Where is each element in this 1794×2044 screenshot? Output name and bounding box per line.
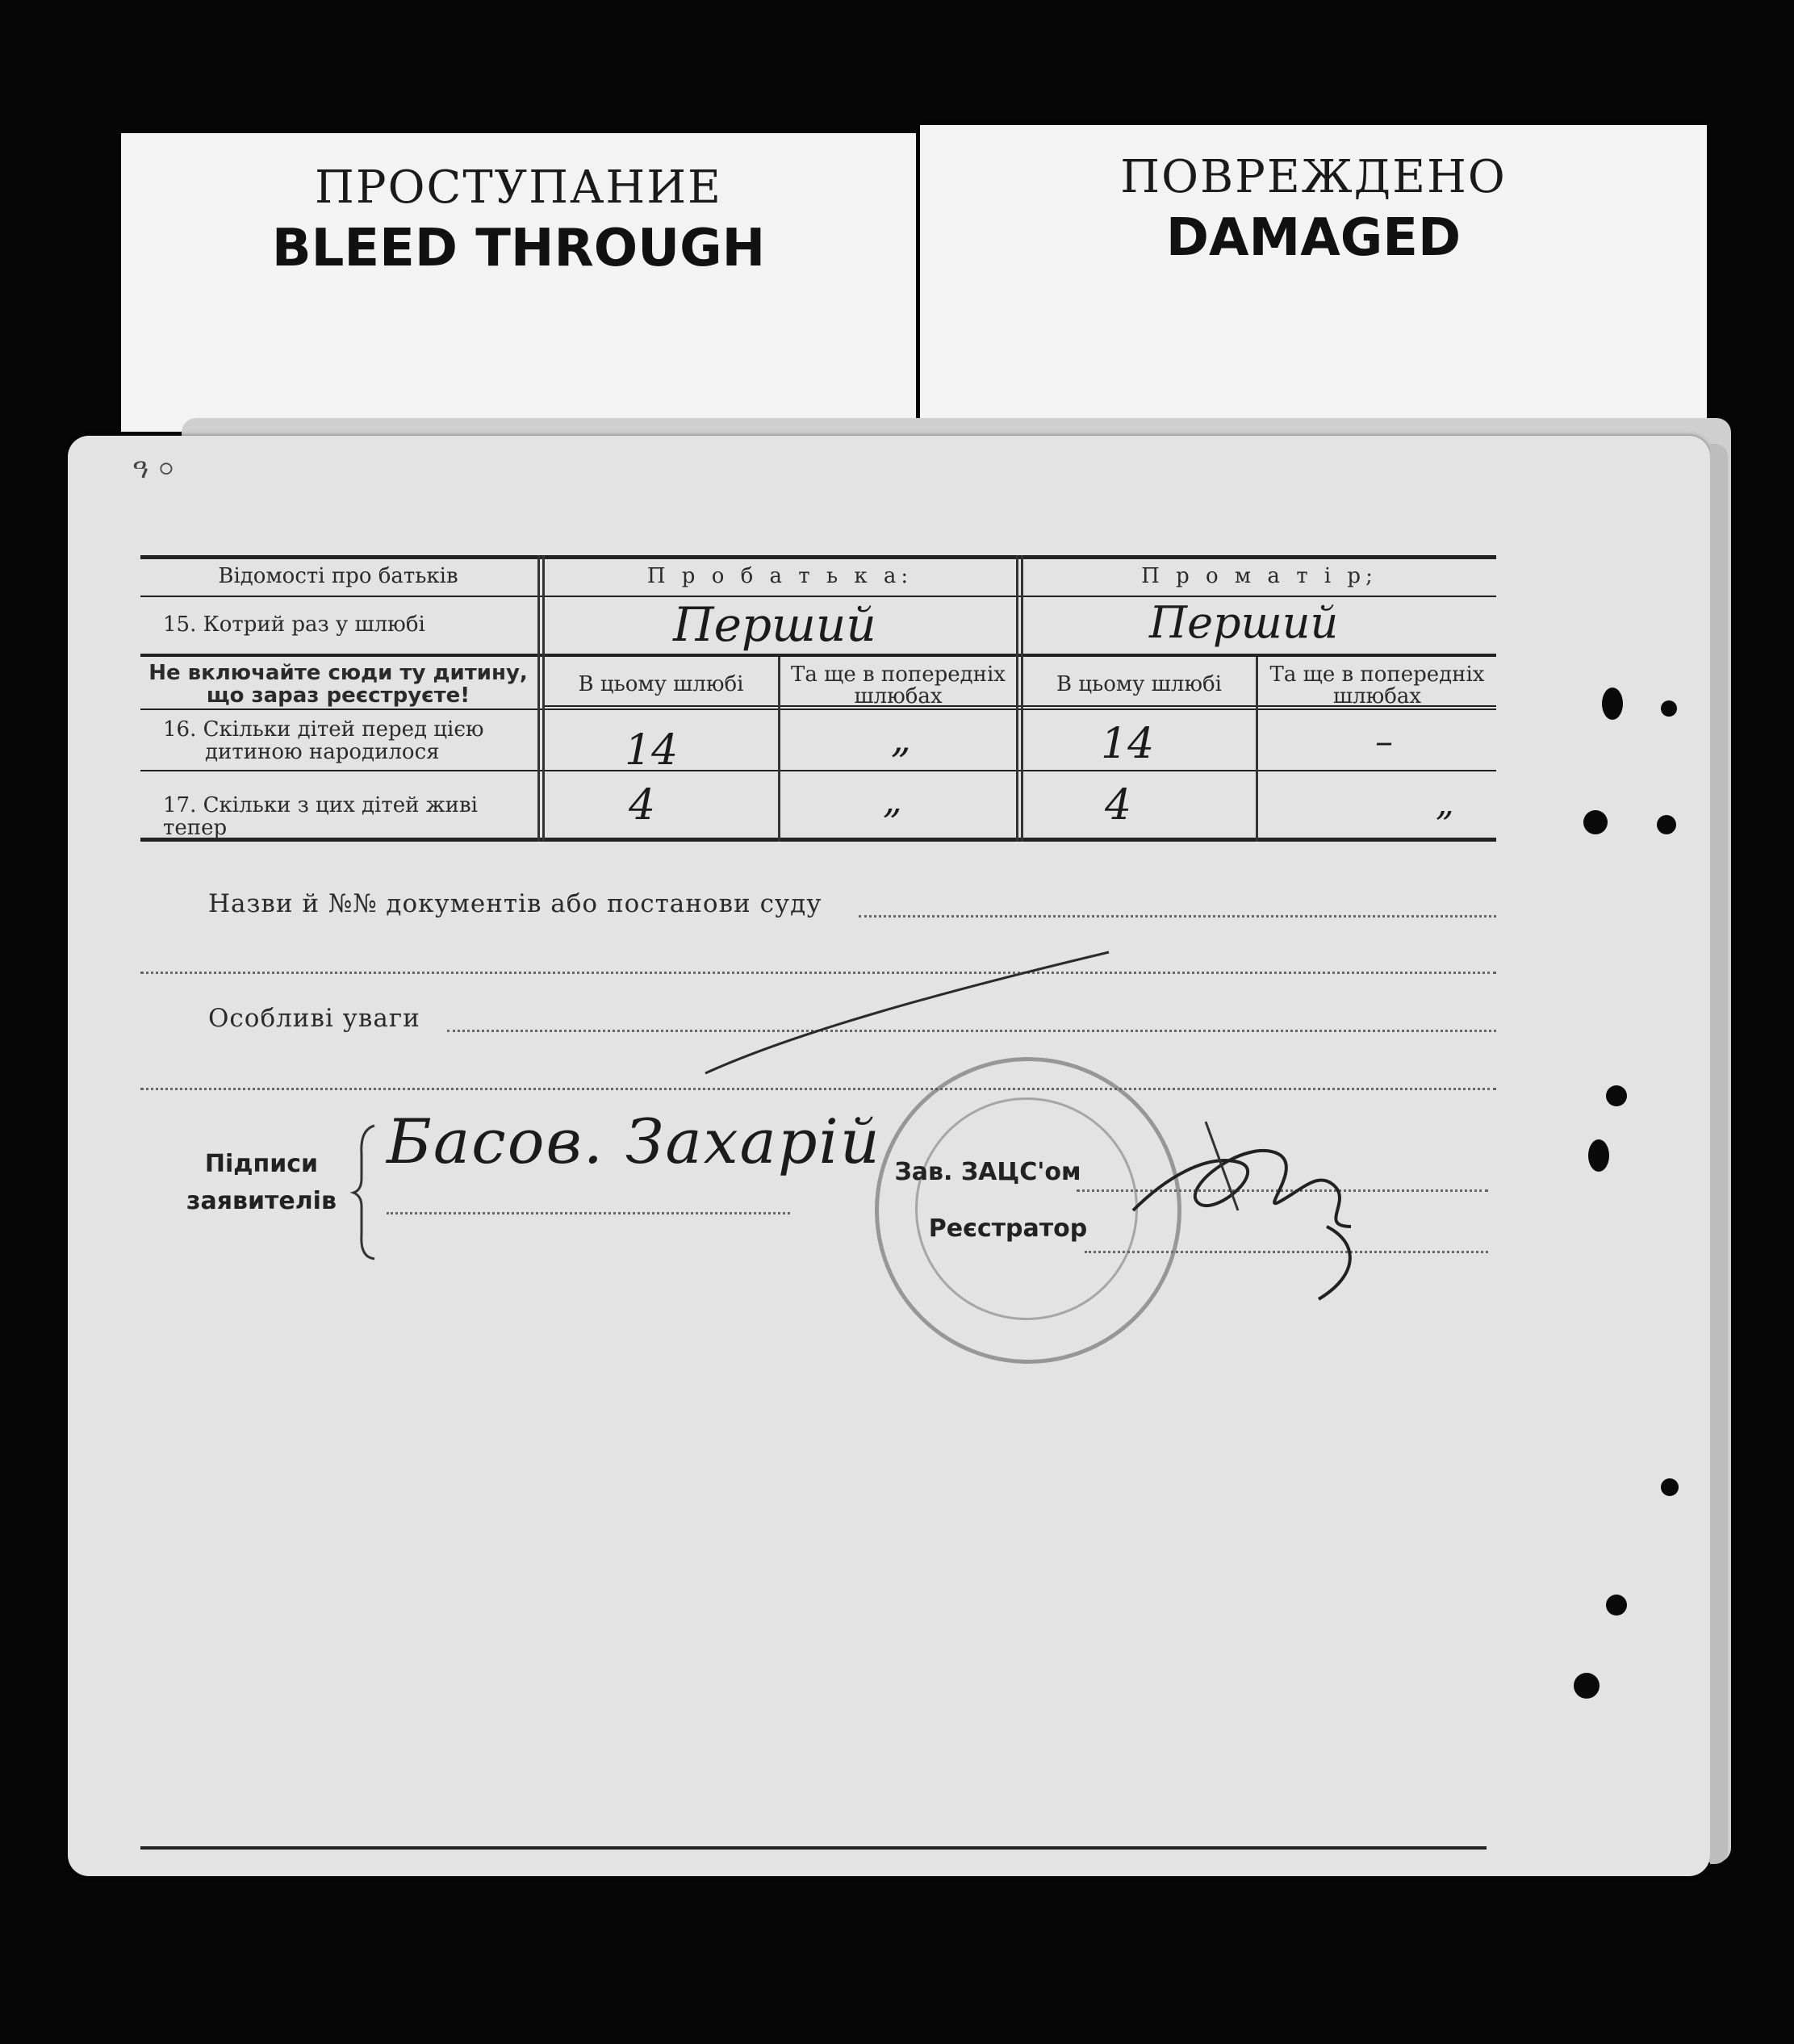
row15-mother-value: Перший: [1149, 597, 1339, 648]
punch-hole: [1574, 1673, 1600, 1699]
subheader-previous-father-1: Та ще в попередніх: [791, 663, 1006, 687]
punch-hole: [1606, 1595, 1627, 1616]
row16-mother-this: 14: [1101, 720, 1155, 768]
row15-label: 15. Котрий раз у шлюбі: [163, 612, 425, 637]
notes-label: Особливі уваги: [208, 1004, 420, 1033]
row16-father-prev: „: [891, 717, 911, 762]
punch-hole: [1661, 1478, 1679, 1496]
bleed-through-en: BLEED THROUGH: [271, 219, 766, 278]
row16-label-2: дитиною народилося: [205, 740, 440, 764]
punch-hole: [1661, 700, 1677, 717]
registrar-label-text: Реєстратор: [928, 1214, 1088, 1243]
row16-mother-prev: –: [1375, 721, 1393, 763]
signatures-brace: [350, 1122, 383, 1263]
bleed-through-label: [121, 133, 916, 432]
row16-father-this: 14: [625, 726, 679, 775]
table-rule: [140, 770, 1496, 771]
header-father: П р о б а т ь к а:: [646, 564, 914, 588]
subheader-this-marriage-mother: В цьому шлюбі: [1056, 672, 1222, 696]
subheader-previous-mother-1: Та ще в попередніх: [1269, 663, 1485, 687]
row17-father-this: 4: [629, 781, 656, 830]
registrar-label: [911, 1210, 1105, 1248]
documents-label: Назви й №№ документів або постанови суду: [208, 889, 822, 918]
notes-dotline-2: [140, 1088, 1496, 1090]
row17-mother-this: 4: [1105, 781, 1132, 830]
bleed-through-ru: ПРОСТУПАНИЕ: [315, 161, 722, 214]
punch-hole: [1583, 810, 1608, 834]
row15-father-value: Перший: [673, 597, 876, 652]
applicant-signature: Басов. Захарій: [387, 1106, 881, 1177]
table-rule: [140, 709, 1496, 710]
punch-hole: [1657, 815, 1676, 834]
punch-hole: [1602, 688, 1623, 720]
applicant-dotline: [387, 1212, 790, 1214]
damaged-en: DAMAGED: [1165, 208, 1462, 268]
card-bottom-rule: [140, 1846, 1487, 1850]
subheader-this-marriage-father: В цьому шлюбі: [578, 672, 744, 696]
table-col-rule: [542, 555, 545, 842]
signatures-label-2: заявителів: [186, 1187, 337, 1215]
registrar-signature-mark: [1117, 1106, 1416, 1307]
punch-hole: [1606, 1085, 1627, 1106]
row17-father-prev: „: [883, 778, 902, 821]
table-col-rule: [1016, 555, 1018, 842]
row17-mother-prev: „: [1436, 783, 1454, 824]
card-edge: [1710, 444, 1728, 1864]
head-of-registry-label: Зав. ЗАЦС'ом: [894, 1158, 1081, 1186]
header-mother: П р о м а т і р;: [1141, 564, 1378, 588]
corner-mark: ዓ ০: [132, 453, 175, 485]
row16-label-1: 16. Скільки дітей перед цією: [163, 717, 484, 742]
documents-dotline: [859, 915, 1496, 918]
damaged-label: [920, 125, 1707, 432]
table-top-rule: [140, 555, 1496, 559]
note-line-2: що зараз реєструєте!: [206, 683, 470, 708]
subheader-previous-mother-2: шлюбах: [1332, 684, 1422, 709]
damaged-ru: ПОВРЕЖДЕНО: [1120, 151, 1507, 203]
signatures-label-1: Підписи: [204, 1150, 319, 1178]
subheader-previous-father-2: шлюбах: [854, 684, 943, 709]
punch-hole: [1588, 1139, 1609, 1172]
row17-label: 17. Скільки з цих дітей живі тепер: [163, 793, 478, 840]
table-rule: [140, 654, 1496, 657]
record-card: [68, 436, 1710, 1876]
header-parents-info: Відомості про батьків: [218, 564, 458, 588]
table-col-rule: [1021, 555, 1023, 842]
official-seal-inner: [915, 1097, 1138, 1320]
note-line-1: Не включайте сюди ту дитину,: [148, 661, 528, 685]
